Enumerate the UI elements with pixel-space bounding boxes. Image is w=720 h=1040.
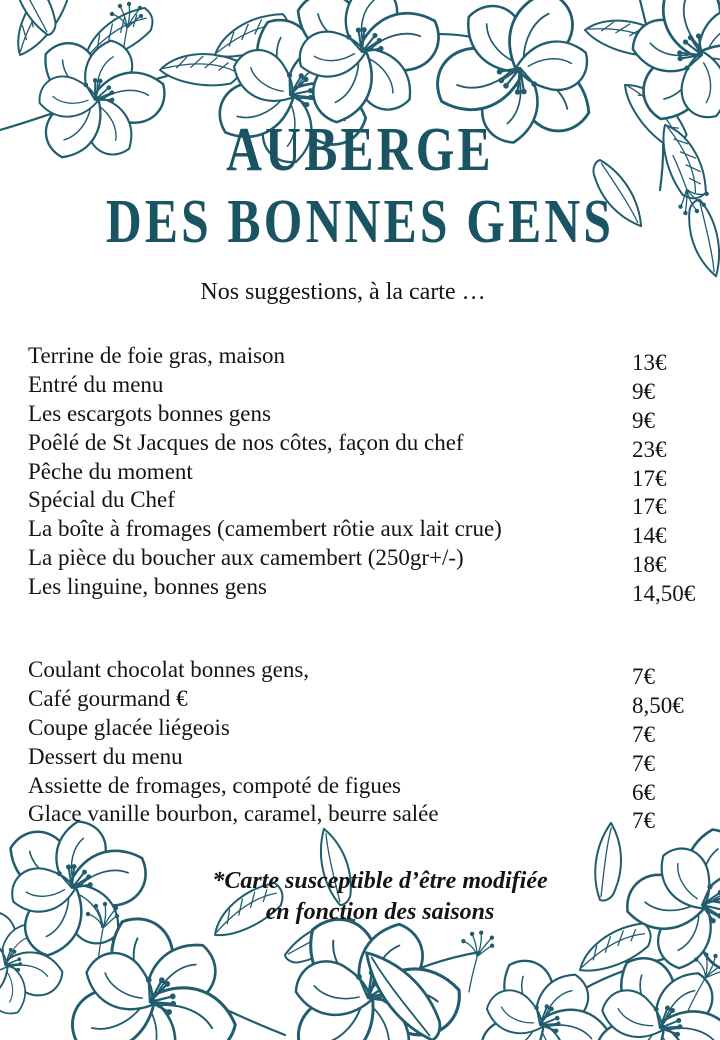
menu-item-price: 7€ [632, 808, 655, 834]
restaurant-title [72, 114, 648, 258]
menu-item-row [28, 772, 720, 805]
menu-item-row [28, 574, 720, 607]
menu-item-row [28, 545, 720, 578]
menu-item-row [28, 714, 720, 747]
menu-item-price: 14€ [632, 523, 667, 549]
restaurant-title-line1: AUBERGE [226, 116, 494, 184]
menu-item-price: 8,50€ [632, 692, 684, 718]
restaurant-title-line2: DES BONNES GENS [105, 188, 615, 256]
desserts-list [28, 657, 720, 834]
starters-list [28, 343, 720, 607]
menu-item-price: 7€ [632, 750, 655, 776]
menu-item-name: Pêche du moment [28, 458, 193, 484]
menu-subtitle: Nos suggestions, à la carte … [200, 279, 486, 305]
menu-item-row [28, 429, 720, 462]
menu-item-row [28, 516, 720, 549]
menu-item-name: Les linguine, bonnes gens [28, 574, 267, 600]
menu-item-name: Entré du menu [28, 371, 164, 397]
menu-item-name: Coulant chocolat bonnes gens, [28, 657, 310, 682]
menu-item-name: Les escargots bonnes gens [28, 400, 271, 426]
menu-item-price: 7€ [632, 664, 655, 689]
menu-item-name: Spécial du Chef [28, 487, 175, 513]
menu-item-name: Poêlé de St Jacques de nos côtes, façon du chef [28, 429, 464, 455]
menu-item-row [28, 458, 720, 491]
menu-footnote-line1: *Carte susceptible d’être modifiée [212, 868, 548, 894]
menu-item-name: Glace vanille bourbon, caramel, beurre salée [28, 801, 439, 827]
menu-item-price: 7€ [632, 721, 655, 747]
menu-item-name: Dessert du menu [28, 743, 183, 769]
menu-item-price: 6€ [632, 779, 655, 805]
menu-item-name: La boîte à fromages (camembert rôtie aux lait crue) [28, 516, 502, 542]
menu-item-price: 13€ [632, 350, 667, 375]
menu-item-price: 17€ [632, 465, 667, 491]
menu-footnote [40, 866, 720, 928]
menu-item-price: 18€ [632, 552, 667, 578]
menu-item-row [28, 685, 720, 718]
menu-item-row [28, 371, 720, 404]
menu-item-price: 23€ [632, 436, 667, 462]
menu-item-row [28, 743, 720, 776]
menu-item-name: Terrine de foie gras, maison [28, 343, 286, 368]
menu-item-name: Café gourmand € [28, 685, 188, 711]
menu-item-name: La pièce du boucher aux camembert (250gr+/-) [28, 545, 464, 571]
menu-item-name: Coupe glacée liégeois [28, 714, 230, 740]
menu-item-row [28, 801, 720, 834]
menu-footnote-line2: en fonction des saisons [265, 899, 495, 925]
menu-item-row [28, 343, 720, 375]
menu-item-price: 14,50€ [632, 581, 696, 607]
menu-item-name: Assiette de fromages, compoté de figues [28, 772, 401, 798]
menu-item-price: 9€ [632, 378, 655, 404]
menu-item-row [28, 400, 720, 433]
menu-item-row [28, 657, 720, 689]
menu-item-price: 17€ [632, 494, 667, 520]
menu-item-row [28, 487, 720, 520]
menu-item-price: 9€ [632, 407, 655, 433]
